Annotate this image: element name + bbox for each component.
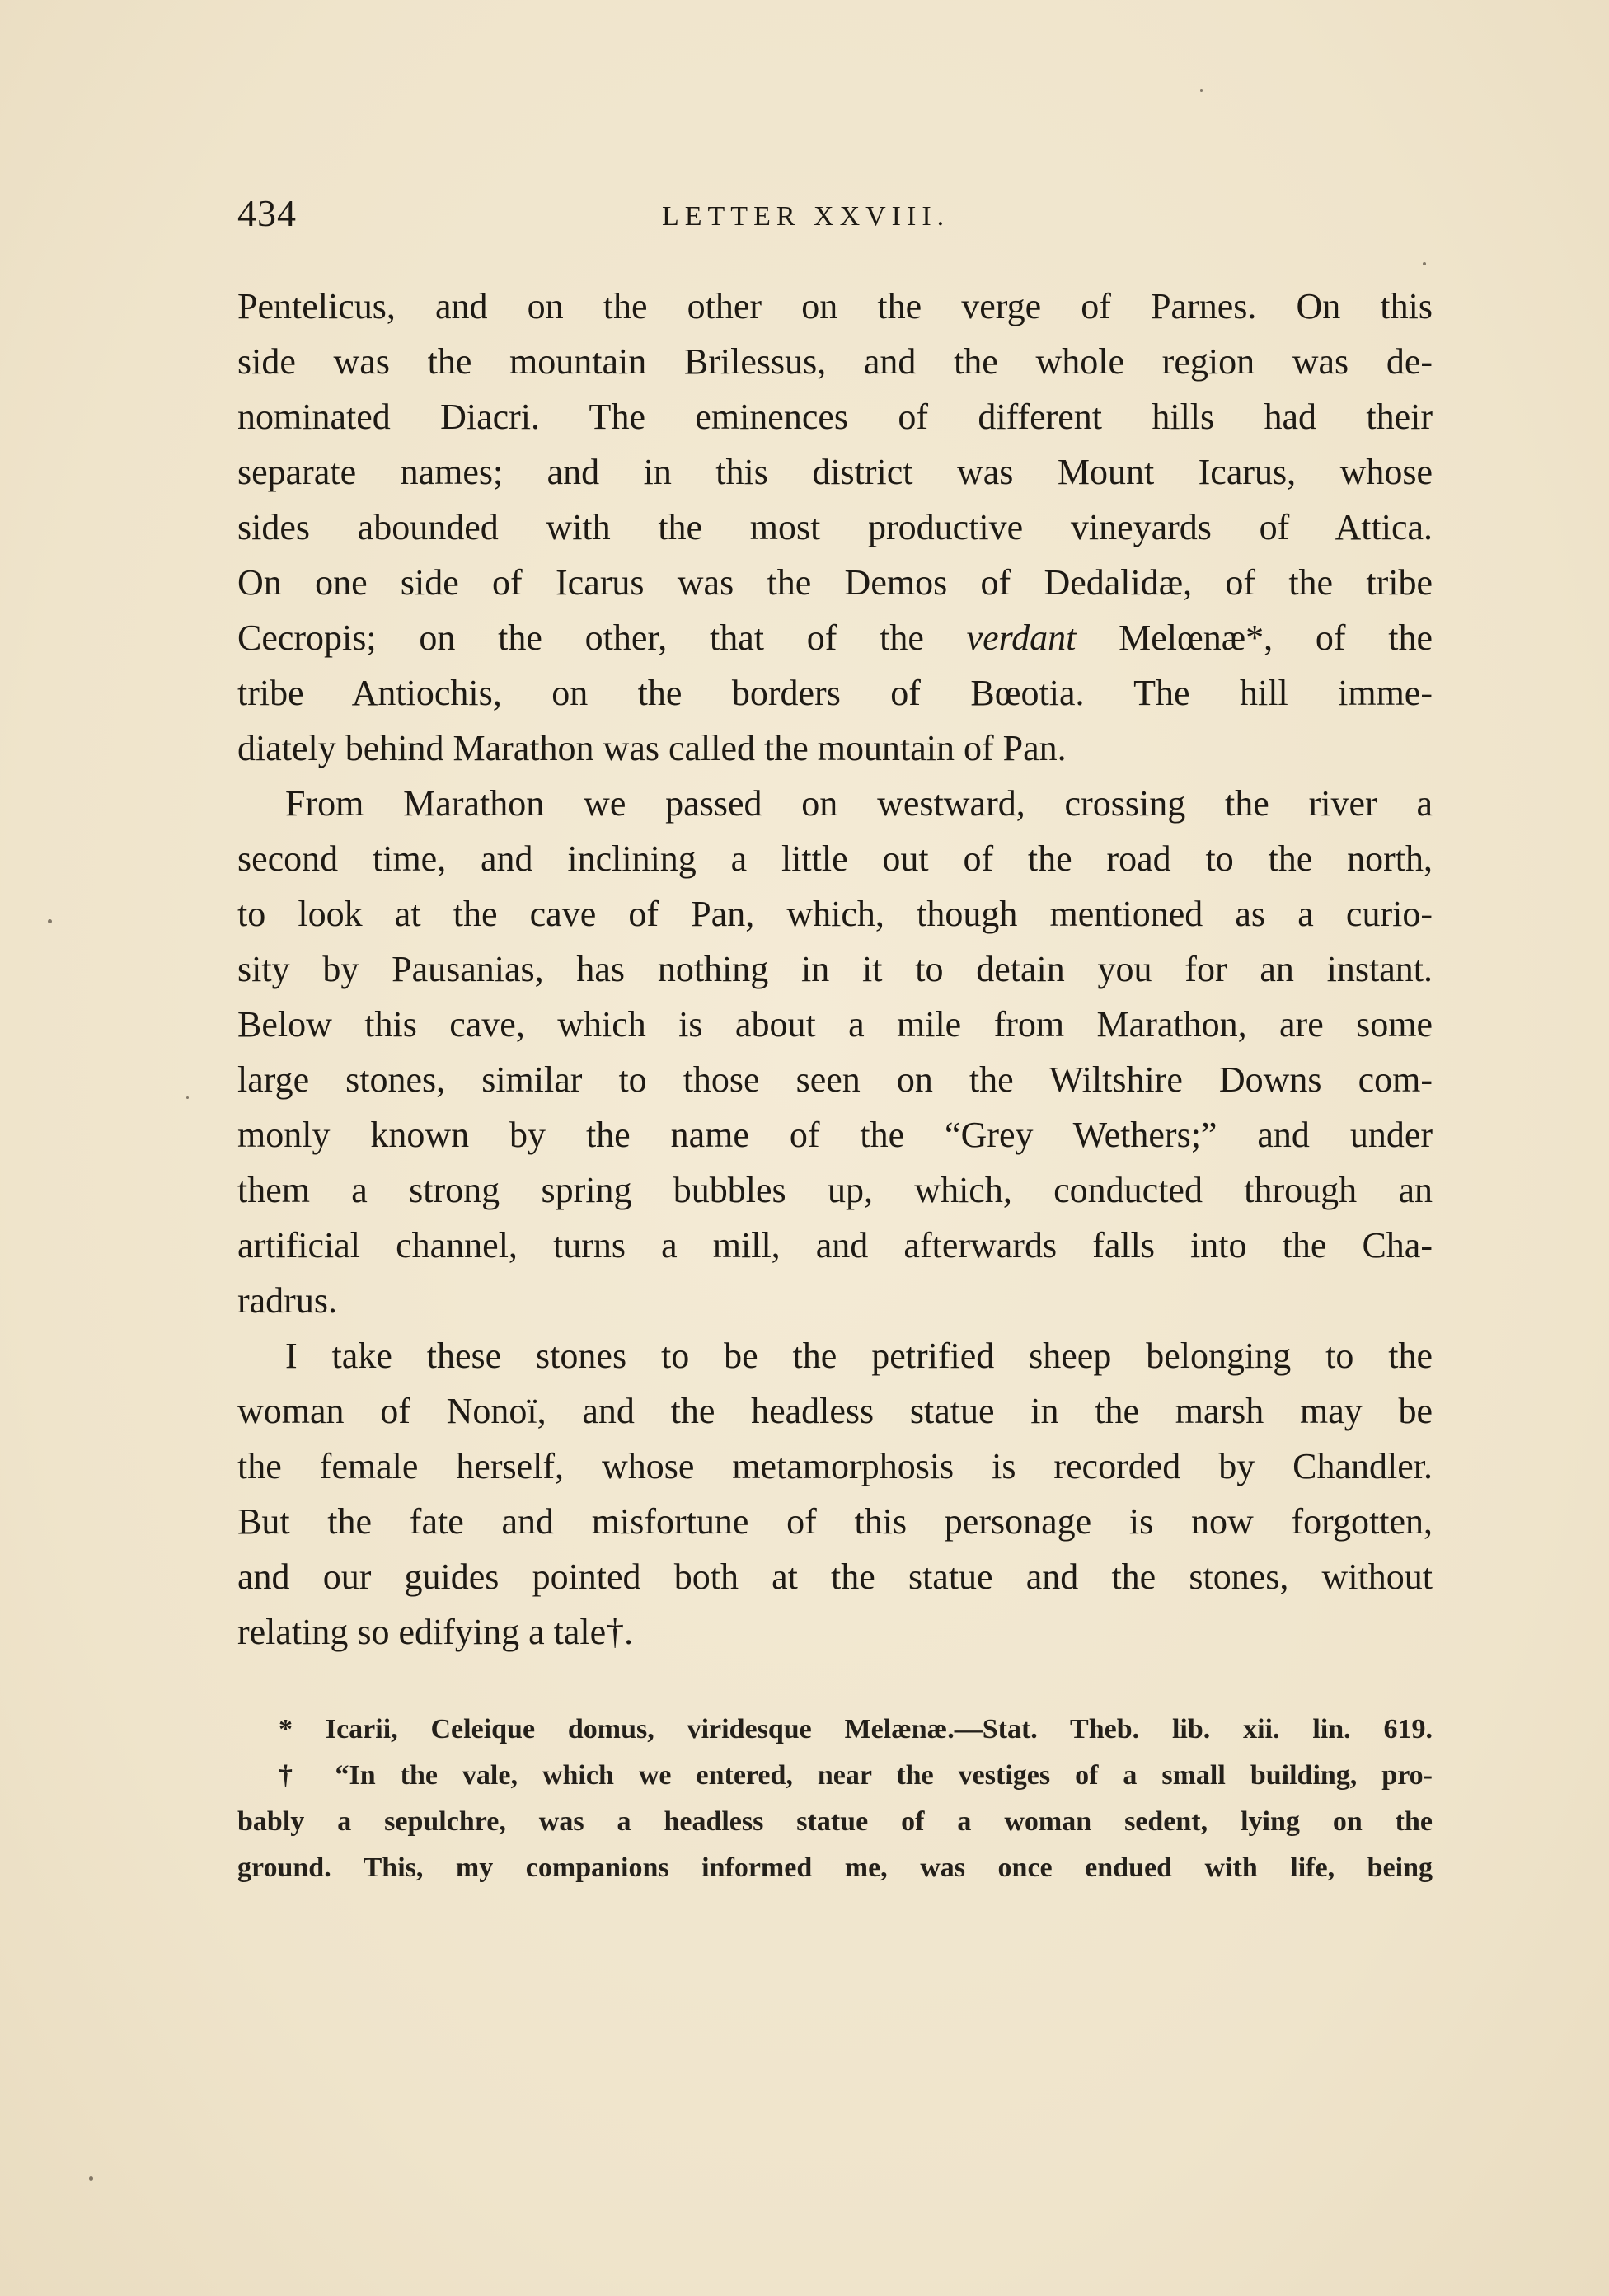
paper-speck <box>1200 89 1203 92</box>
page-header <box>237 191 1433 241</box>
italic-word: verdant <box>966 617 1077 658</box>
text-line: From Marathon we passed on westward, crossing the river a <box>285 783 1433 824</box>
text-line: radrus. <box>237 1280 337 1321</box>
text-line: to look at the cave of Pan, which, though mentioned as a curio- <box>237 894 1433 934</box>
text-line: Pentelicus, and on the other on the verge of Parnes. On this <box>237 286 1433 326</box>
text-line: nominated Diacri. The eminences of different hills had their <box>237 397 1433 437</box>
text-line: relating so edifying a tale†. <box>237 1612 634 1652</box>
text-line: side was the mountain Brilessus, and the whole region was de- <box>237 341 1433 382</box>
text-line: and our guides pointed both at the statue and the stones, without <box>237 1556 1433 1597</box>
text-segment: Melœnæ*, of the <box>1119 617 1433 658</box>
footnote-line: ground. This, my companions informed me, was once endued with life, being <box>237 1852 1433 1883</box>
text-line: tribe Antiochis, on the borders of Bœotia. The hill imme- <box>237 673 1433 713</box>
text-line: On one side of Icarus was the Demos of Dedalidæ, of the tribe <box>237 562 1433 603</box>
footnote-line: * Icarii, Celeique domus, viridesque Melænæ.—Stat. Theb. lib. xii. lin. 619. <box>279 1714 1433 1744</box>
text-line <box>237 610 1433 665</box>
text-line: woman of Nonoï, and the headless statue in the marsh may be <box>237 1391 1433 1431</box>
text-segment: Cecropis; on the other, that of the <box>237 617 924 658</box>
body-text <box>237 279 1433 1660</box>
text-line: monly known by the name of the “Grey Wethers;” and under <box>237 1115 1433 1155</box>
text-line: the female herself, whose metamorphosis is recorded by Chandler. <box>237 1446 1433 1486</box>
text-line: second time, and inclining a little out of the road to the north, <box>237 838 1433 879</box>
running-head: LETTER XXVIII. <box>662 201 950 232</box>
text-line: diately behind Marathon was called the mountain of Pan. <box>237 728 1067 768</box>
paper-speck <box>1423 262 1426 265</box>
text-line: But the fate and misfortune of this personage is now forgotten, <box>237 1501 1433 1542</box>
page-number: 434 <box>237 192 297 234</box>
footnote-line: bably a sepulchre, was a headless statue of a woman sedent, lying on the <box>237 1806 1433 1837</box>
text-line: sity by Pausanias, has nothing in it to detain you for an instant. <box>237 949 1433 989</box>
footnote-line: † “In the vale, which we entered, near the vestiges of a small building, pro- <box>279 1760 1433 1791</box>
text-line: I take these stones to be the petrified sheep belonging to the <box>285 1336 1433 1376</box>
text-line: Below this cave, which is about a mile from Marathon, are some <box>237 1004 1433 1045</box>
text-line: them a strong spring bubbles up, which, conducted through an <box>237 1170 1433 1210</box>
text-line: large stones, similar to those seen on the Wiltshire Downs com- <box>237 1059 1433 1100</box>
paper-speck <box>186 1096 189 1099</box>
text-line: separate names; and in this district was Mount Icarus, whose <box>237 452 1433 492</box>
paper-speck <box>89 2176 93 2181</box>
paper-speck <box>48 919 52 923</box>
text-line: sides abounded with the most productive vineyards of Attica. <box>237 507 1433 547</box>
text-line: artificial channel, turns a mill, and afterwards falls into the Cha- <box>237 1225 1433 1265</box>
footnotes <box>237 1707 1433 1891</box>
